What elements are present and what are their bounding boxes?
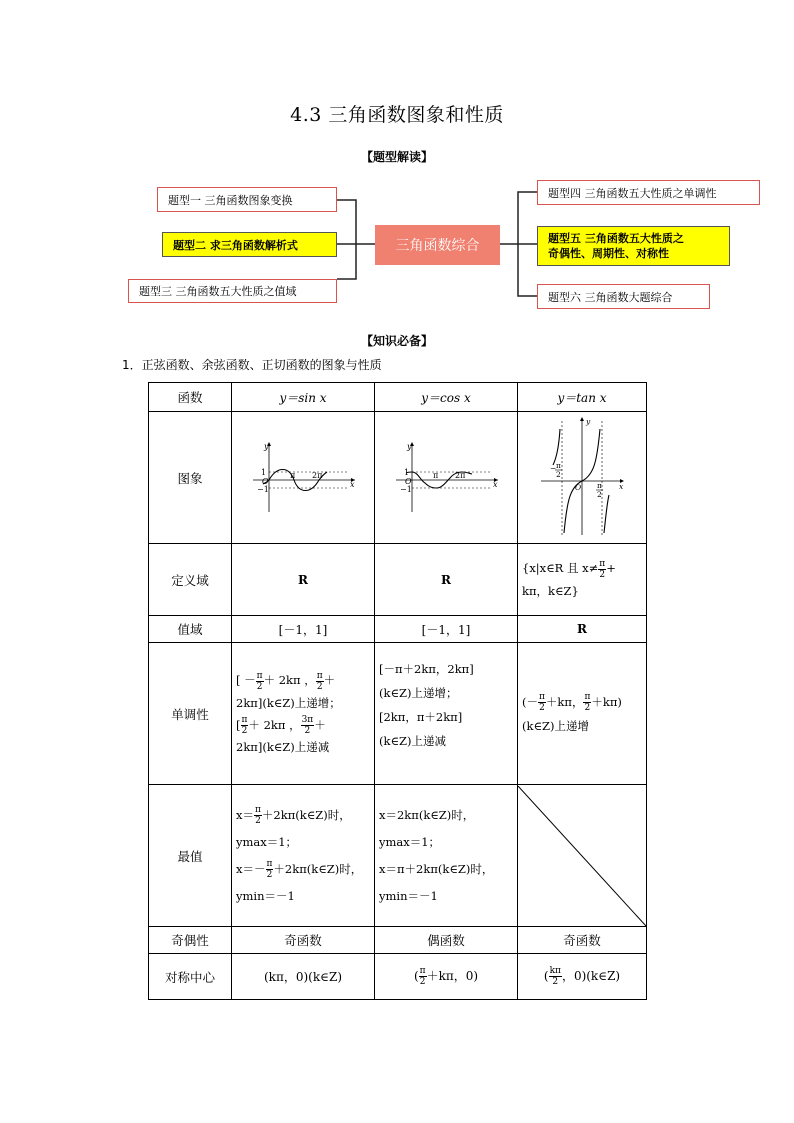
section-heading-knowledge: 【知识必备】 — [360, 334, 433, 348]
tan-graph — [537, 415, 627, 537]
sin-extreme: x＝ $\frac{\pi}{2}$ ＋2kπ(k∈Z)时， ymax＝1； x＝－ $\frac{\pi}{2}$ ＋2kπ(k∈Z)时， ymin＝－1 — [232, 785, 375, 927]
header-sin: y＝sin x — [232, 383, 375, 412]
sin-graph-x-label: x — [350, 480, 355, 489]
tan-parity: 奇函数 — [518, 927, 647, 954]
sin-graph — [247, 436, 359, 516]
type-box-1: 题型一 三角函数图象变换 — [157, 187, 337, 212]
fraction: $\frac{\pi}{2}$ — [599, 558, 606, 580]
type-box-4: 题型四 三角函数五大性质之单调性 — [537, 180, 760, 205]
fraction: $\frac{\pi}{2}$ — [316, 670, 323, 692]
row-label-graph: 图象 — [149, 412, 232, 544]
cos-graph-origin: O — [405, 477, 412, 486]
tan-domain-b: + — [606, 561, 616, 576]
sin-range: [－1，1] — [232, 616, 375, 643]
page-title: 4.3 三角函数图象和性质 — [290, 104, 504, 126]
tan-domain-c: kπ，k∈Z} — [522, 583, 579, 598]
cos-parity: 偶函数 — [375, 927, 518, 954]
trig-properties-table — [148, 382, 647, 1000]
tan-graph-neg-sign: − — [550, 464, 557, 473]
sin-monotonicity: [ － $\frac{\pi}{2}$ ＋ 2kπ ， $\frac{\pi}{2}$ ＋ 2kπ](k∈Z)上递增； [ $\frac{\pi}{2}$ ＋ 2kπ ， $\frac{3\pi}{2}$ ＋ 2kπ](k∈Z)上递减 — [232, 643, 375, 785]
cos-graph-cell — [375, 412, 518, 544]
fraction: $\frac{k\pi}{2}$ — [549, 966, 561, 987]
header-cos: y＝cos x — [375, 383, 518, 412]
type-box-5-line2: 奇偶性、周期性、对称性 — [548, 247, 669, 260]
tan-graph-pos-two: 2 — [597, 490, 602, 499]
cos-monotonicity: [－π＋2kπ，2kπ] (k∈Z)上递增； [2kπ，π＋2kπ] (k∈Z)上递减 — [375, 643, 518, 785]
sin-symmetry: (kπ，0)(k∈Z) — [232, 954, 375, 1000]
cos-graph-2pi: 2π — [455, 471, 466, 480]
fraction: $\frac{3\pi}{2}$ — [301, 715, 314, 736]
type-box-6: 题型六 三角函数大题综合 — [537, 284, 710, 309]
header-function: 函数 — [149, 383, 232, 412]
fraction: $\frac{\pi}{2}$ — [584, 692, 591, 713]
sin-parity: 奇函数 — [232, 927, 375, 954]
sin-graph-origin: O — [262, 477, 269, 486]
tan-monotonicity: (－ $\frac{\pi}{2}$ ＋kπ， $\frac{\pi}{2}$ ＋kπ) (k∈Z)上递增 — [518, 643, 647, 785]
type-box-3: 题型三 三角函数五大性质之值域 — [128, 279, 337, 303]
header-tan: y＝tan x — [518, 383, 647, 412]
fraction: $\frac{\pi}{2}$ — [256, 670, 263, 692]
cos-graph-one: 1 — [404, 468, 410, 477]
tan-symmetry: ( $\frac{k\pi}{2}$ ，0)(k∈Z) — [518, 954, 647, 1000]
row-label-parity: 奇偶性 — [149, 927, 232, 954]
subheading: 1．正弦函数、余弦函数、正切函数的图象与性质 — [122, 358, 382, 372]
cos-graph-neg-one: −1 — [400, 485, 412, 494]
tan-range: R — [518, 616, 647, 643]
fraction: $\frac{\pi}{2}$ — [255, 805, 261, 826]
cos-range: [－1，1] — [375, 616, 518, 643]
type-box-5 — [537, 226, 730, 266]
tan-graph-origin: O — [575, 483, 582, 492]
sin-graph-one: 1 — [261, 468, 267, 477]
sin-graph-cell — [232, 412, 375, 544]
fraction: $\frac{\pi}{2}$ — [419, 966, 426, 987]
tan-graph-neg-two: 2 — [556, 470, 561, 479]
diagonal-slash — [518, 786, 646, 926]
sin-graph-2pi: 2π — [312, 471, 323, 480]
sin-domain: R — [232, 544, 375, 616]
cos-graph-x-label: x — [493, 480, 498, 489]
cos-extreme: x＝2kπ(k∈Z)时， ymax＝1； x＝π＋2kπ(k∈Z)时， ymin＝－1 — [375, 785, 518, 927]
row-label-symmetry: 对称中心 — [149, 954, 232, 1000]
cos-graph — [390, 436, 502, 516]
tan-graph-neg-pi: π — [556, 461, 561, 470]
mindmap-center: 三角函数综合 — [375, 225, 500, 265]
fraction: $\frac{\pi}{2}$ — [266, 859, 273, 880]
cos-symmetry: ( $\frac{\pi}{2}$ ＋kπ，0) — [375, 954, 518, 1000]
row-label-range: 值域 — [149, 616, 232, 643]
mindmap-connectors — [0, 0, 794, 330]
fraction: $\frac{\pi}{2}$ — [241, 715, 248, 736]
sin-graph-neg-one: −1 — [257, 485, 269, 494]
row-label-monotonicity: 单调性 — [149, 643, 232, 785]
tan-domain-a: {x|x∈R 且 x≠ — [522, 561, 599, 576]
tan-graph-cell — [518, 412, 647, 544]
row-label-extreme: 最值 — [149, 785, 232, 927]
type-box-2: 题型二 求三角函数解析式 — [162, 232, 337, 257]
tan-graph-x-label: x — [619, 482, 624, 491]
tan-extreme-empty — [518, 785, 647, 927]
tan-domain — [518, 544, 647, 616]
cos-graph-pi: π — [433, 471, 439, 480]
section-heading-types: 【题型解读】 — [360, 150, 433, 164]
cos-graph-y-label: y — [407, 442, 412, 451]
sin-graph-y-label: y — [264, 442, 269, 451]
fraction: $\frac{\pi}{2}$ — [539, 692, 545, 713]
tan-graph-pos-pi: π — [597, 481, 602, 490]
cos-domain: R — [375, 544, 518, 616]
tan-graph-y-label: y — [586, 417, 591, 426]
row-label-domain: 定义域 — [149, 544, 232, 616]
sin-graph-pi: π — [290, 471, 296, 480]
type-box-5-line1: 题型五 三角函数五大性质之 — [548, 232, 684, 245]
